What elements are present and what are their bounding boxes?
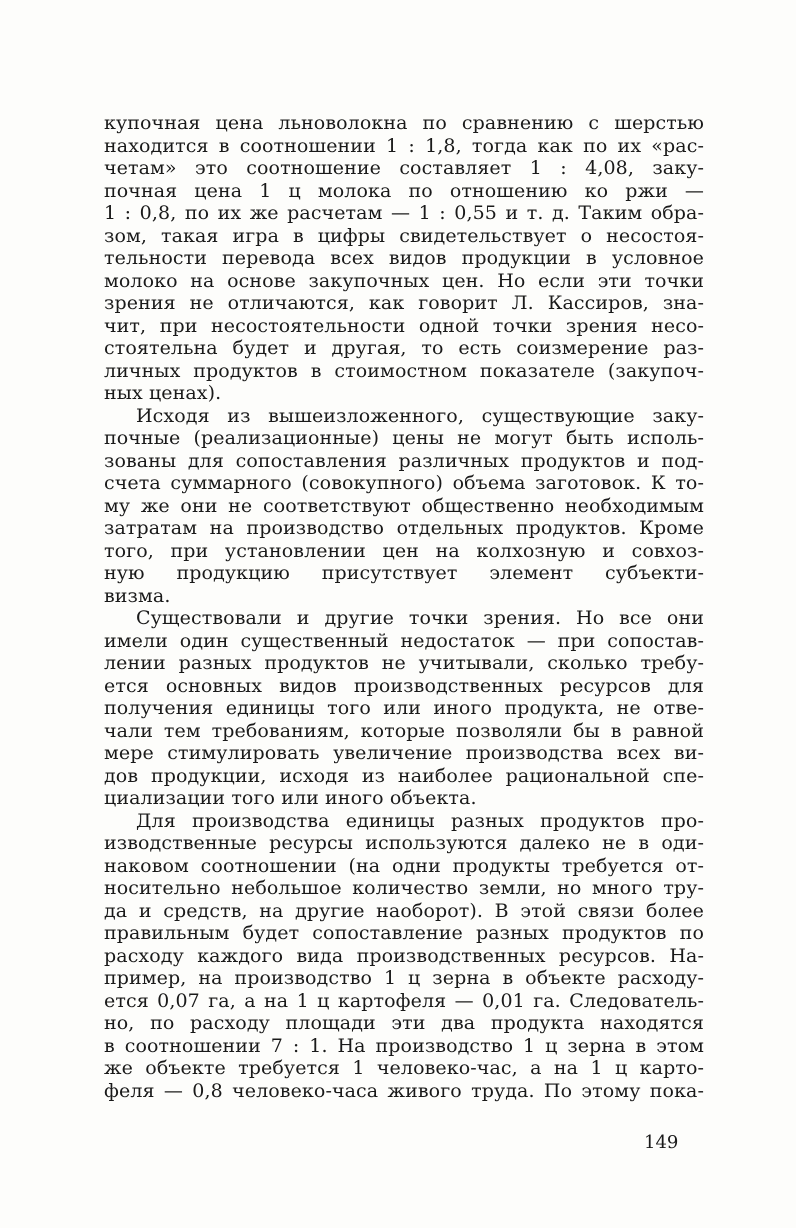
text-line: феля — 0,8 человеко-часа живого труда. По этому пока- — [104, 1079, 704, 1102]
text-line: му же они не соответствуют общественно необходимым — [104, 494, 704, 517]
text-line: затратам на производство отдельных продуктов. Кроме — [104, 517, 704, 539]
text-line: того, при установлении цен на колхозную и совхоз- — [104, 539, 704, 562]
text-line: стоятельна будет и другая, то есть соизмерение раз- — [104, 337, 704, 359]
text-line: чит, при несостоятельности одной точки зрения несо- — [104, 314, 704, 337]
text-line: изводственные ресурсы используются далеко не в оди- — [104, 832, 704, 854]
page-number: 149 — [644, 1132, 679, 1153]
text-line: зом, такая игра в цифры свидетельствует о несостоя- — [104, 224, 704, 247]
text-line: ется основных видов производственных ресурсов для — [104, 674, 704, 697]
text-line: зованы для сопоставления различных продуктов и под- — [104, 449, 704, 472]
text-line: чали тем требованиям, которые позволяли бы в равной — [104, 719, 704, 742]
text-line: но, по расходу площади эти два продукта находятся — [104, 1012, 704, 1034]
text-line: наковом соотношении (на одни продукты требуется от- — [104, 854, 704, 877]
text-line: почные (реализационные) цены не могут быть исполь- — [104, 427, 704, 449]
text-line: зрения не отличаются, как говорит Л. Кассиров, зна- — [104, 292, 704, 314]
text-line: тельности перевода всех видов продукции в условное — [104, 247, 704, 269]
text-line: получения единицы того или иного продукта, не отве- — [104, 697, 704, 719]
text-line: счета суммарного (совокупного) объема заготовок. К то- — [104, 472, 704, 494]
text-line: Исходя из вышеизложенного, существующие заку- — [136, 404, 704, 427]
text-line: ную продукцию присутствует элемент субъекти- — [104, 562, 704, 584]
text-line: почная цена 1 ц молока по отношению ко ржи — — [104, 179, 704, 202]
text-line: пример, на производство 1 ц зерна в объекте расходу- — [104, 967, 704, 989]
text-line: 1 : 0,8, по их же расчетам — 1 : 0,55 и т. д. Таким обра- — [104, 202, 704, 224]
text-line: ется 0,07 га, а на 1 ц картофеля — 0,01 га. Следователь- — [104, 989, 704, 1012]
body-text — [104, 112, 704, 1102]
text-line: находится в соотношении 1 : 1,8, тогда как по их «рас- — [104, 134, 704, 157]
text-line: четам» это соотношение составляет 1 : 4,08, заку- — [104, 157, 704, 179]
text-line: в соотношении 7 : 1. На производство 1 ц зерна в этом — [104, 1034, 704, 1057]
text-line: же объекте требуется 1 человеко-час, а на 1 ц карто- — [104, 1057, 704, 1079]
text-line: носительно небольшое количество земли, но много тру- — [104, 877, 704, 899]
text-line: Существовали и другие точки зрения. Но все они — [136, 607, 704, 629]
text-line: личных продуктов в стоимостном показателе (закупоч- — [104, 359, 704, 382]
text-line: молоко на основе закупочных цен. Но если эти точки — [104, 269, 704, 292]
text-line: расходу каждого вида производственных ресурсов. На- — [104, 944, 704, 967]
text-line: купочная цена льноволокна по сравнению с шерстью — [104, 112, 704, 134]
text-line: визма. — [104, 584, 171, 607]
text-line: дов продукции, исходя из наиболее рациональной спе- — [104, 764, 704, 787]
text-line: циализации того или иного объекта. — [104, 787, 477, 809]
text-line: Для производства единицы разных продуктов про- — [136, 809, 704, 832]
text-line: ных ценах). — [104, 382, 222, 404]
text-line: правильным будет сопоставление разных продуктов по — [104, 922, 704, 944]
text-line: имели один существенный недостаток — при сопостав- — [104, 629, 704, 652]
text-line: мере стимулировать увеличение производства всех ви- — [104, 742, 704, 764]
text-line: лении разных продуктов не учитывали, сколько требу- — [104, 652, 704, 674]
text-line: да и средств, на другие наоборот). В этой связи более — [104, 899, 704, 922]
